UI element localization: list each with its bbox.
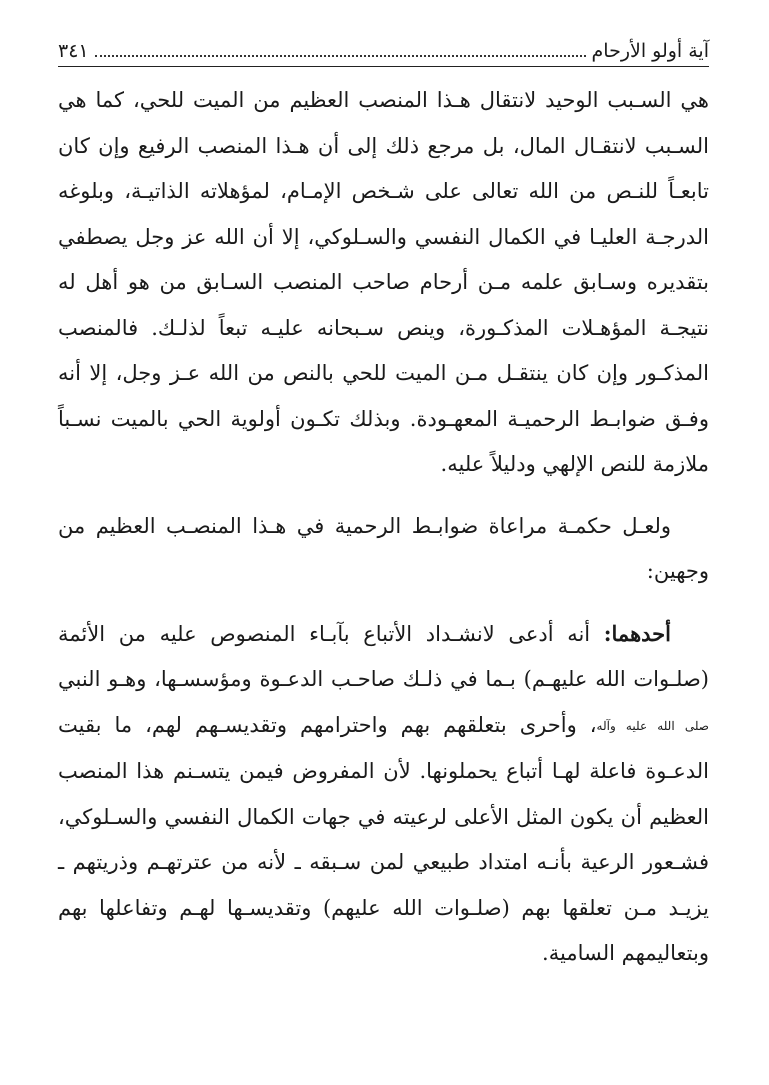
paragraph-3-lead-word: أحدهما: (603, 620, 671, 646)
paragraph-3-text-part-2: ، وأحرى بتعلقهم بهم واحترامهم وتقديسـهم لهم، ما بقيت الدعـوة فاعلة لهـا أتباع يحملونها. لأن المفروض فيمن يتسـنم هذا المنصب العظيم أن يكون المثل الأعلى لرعيته في جهات الكمال النفسي والسـلوكي، فشـعور الرعية بأنـه امتداد طبيعي لمن سـبقه ـ لأنه من عترتهـم وذريتهم ـ يزيـد مـن تعلقها بهم (صلـوات الله عليهم) وتقديسـها لهـم وتفاعلها بهم وبتعاليمهم السامية. (58, 712, 709, 965)
paragraph-3 (58, 611, 709, 977)
header-divider (58, 66, 709, 67)
body-text (58, 78, 709, 977)
page-number: ٣٤١ (58, 40, 89, 62)
header-title: آية أولو الأرحام (591, 40, 709, 62)
paragraph-3-text-part-1: أنه أدعى لانشـداد الأتباع بآبـاء المنصوص عليه من الأئمة (صلـوات الله عليهـم) بـما في ذلـك صاحـب الدعـوة ومؤسسـها، وهـو النبي (58, 621, 709, 691)
running-header (58, 30, 709, 64)
honorific-glyph: صلى الله عليه وآله (596, 718, 710, 733)
paragraph-2: ولعـل حكمـة مراعاة ضوابـط الرحمية في هـذا المنصـب العظيم من وجهين: (58, 513, 709, 583)
header-dotted-leader (95, 54, 586, 57)
paragraph-1: هي السـبب الوحيد لانتقال هـذا المنصب العظيم من الميت للحي، كما هي السـبب لانتقـال المال، بل مرجع ذلك إلى أن هـذا المنصب الرفيع وإن كان تابعـاً للنـص من الله تعالى على شـخص الإمـام، لمؤهلاته الذاتيـة، وبلوغه الدرجـة العليـا في الكمال النفسي والسـلوكي، إلا أن الله عز وجل يصطفي بتقديره وسـابق علمه مـن أرحام صاحب المنصب السـابق من هو أهل له نتيجـة المؤهـلات المذكـورة، وينص سـبحانه عليـه تبعاً لذلـك. فالمنصب المذكـور وإن كان ينتقـل مـن الميت للحي بالنص من الله عـز وجل، إلا أنه وفـق ضوابـط الرحميـة المعهـودة. وبذلك تكـون أولوية الحي بالميت نسـباً ملازمة للنص الإلهي ودليلاً عليه. (58, 88, 709, 476)
